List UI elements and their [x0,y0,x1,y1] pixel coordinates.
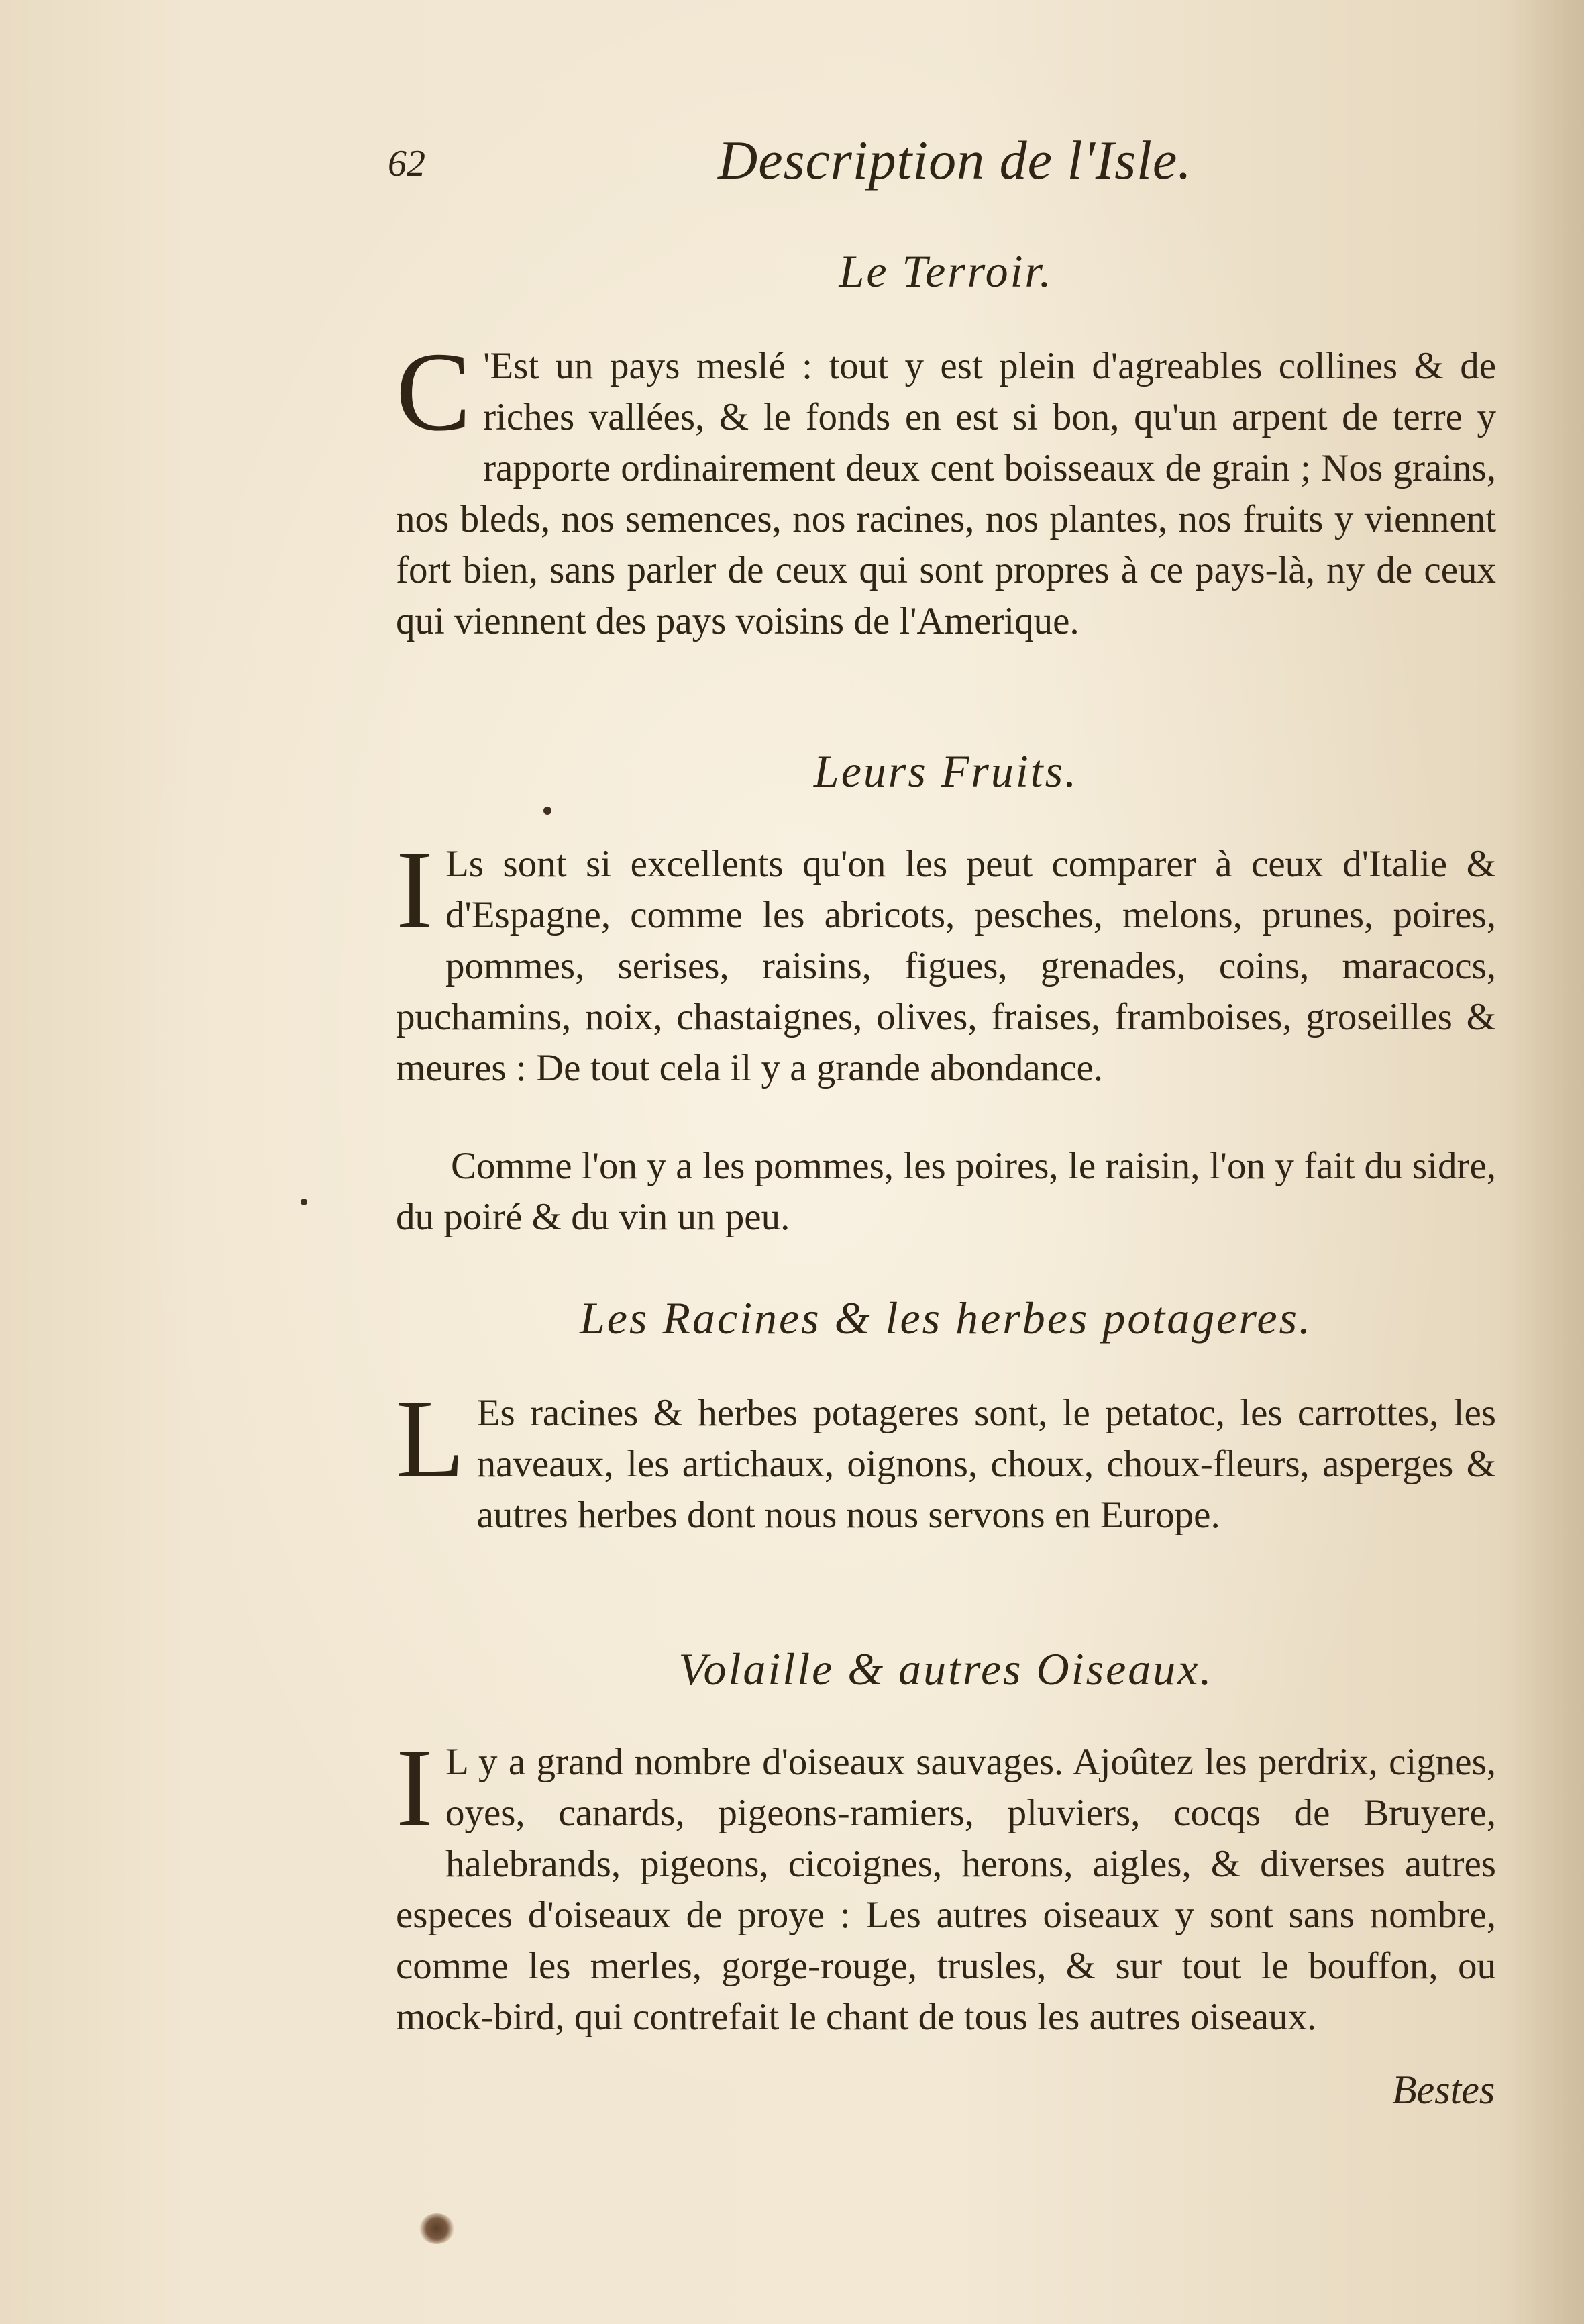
ink-speck [301,1199,307,1205]
section-body-oiseaux: L y a grand nombre d'oiseaux sauvages. Ajoûtez les perdrix, cignes, oyes, canards, pigeons-ramiers, pluviers, cocqs de Bruyere, halebrands, pigeons, cicoignes, herons, aigles, & diverses autres especes d'oiseaux de proye : Les autres oiseaux y sont sans nombre, comme les merles, gorge-rouge, trusles, & sur tout le bouffon, ou mock-bird, qui contrefait le chant de tous les autres oiseaux. [396,1741,1496,2038]
dropcap-l: L [396,1376,465,1501]
section-heading-fruits: Leurs Fruits. [813,746,1079,797]
section-text-fruits-2: Comme l'on y a les pommes, les poires, le raisin, l'on y fait du sidre, du poiré & du vin un peu. [396,1145,1496,1238]
section-heading-terroir: Le Terroir. [839,246,1053,297]
catchword: Bestes [1392,2068,1495,2112]
section-text-terroir [396,330,1496,647]
section-heading-oiseaux: Volaille & autres Oiseaux. [678,1644,1214,1695]
page-number: 62 [388,143,425,185]
section-text-oiseaux [396,1725,1496,2043]
section-body-racines: Es racines & herbes potageres sont, le petatoc, les carrottes, les naveaux, les artichaux, oignons, choux, choux-fleurs, asperges & autres herbes dont nous nous servons en Europe. [476,1392,1496,1536]
section-text-racines [396,1376,1496,1541]
dropcap-c: C [396,330,472,454]
section-body-fruits: Ls sont si excellents qu'on les peut comparer à ceux d'Italie & d'Espagne, comme les abricots, pesches, melons, prunes, poires, pommes, serises, raisins, figues, grenades, coins, maracocs, puchamins, noix, chastaignes, olives, fraises, framboises, groseilles & meures : De tout cela il y a grande abondance. [396,843,1496,1089]
dropcap-i-2: I [396,1725,433,1850]
binding-gutter [1510,0,1584,2324]
page-header [388,129,1496,203]
dropcap-i: I [396,827,433,952]
section-body-terroir: 'Est un pays meslé : tout y est plein d'agreables collines & de riches vallées, & le fonds en est si bon, qu'un arpent de terre y rapporte ordinairement deux cent boisseaux de grain ; Nos grains, nos bleds, nos semences, nos racines, nos plantes, nos fruits y viennent fort bien, sans parler de ceux qui sont propres à ce pays-là, ny de ceux qui viennent des pays voisins de l'Amerique. [396,345,1496,642]
running-head: Description de l'Isle. [718,130,1192,191]
section-heading-racines: Les Racines & les herbes potageres. [579,1293,1313,1344]
section-text-fruits [396,827,1496,1094]
ink-stain [419,2213,454,2244]
ink-speck [543,807,551,815]
